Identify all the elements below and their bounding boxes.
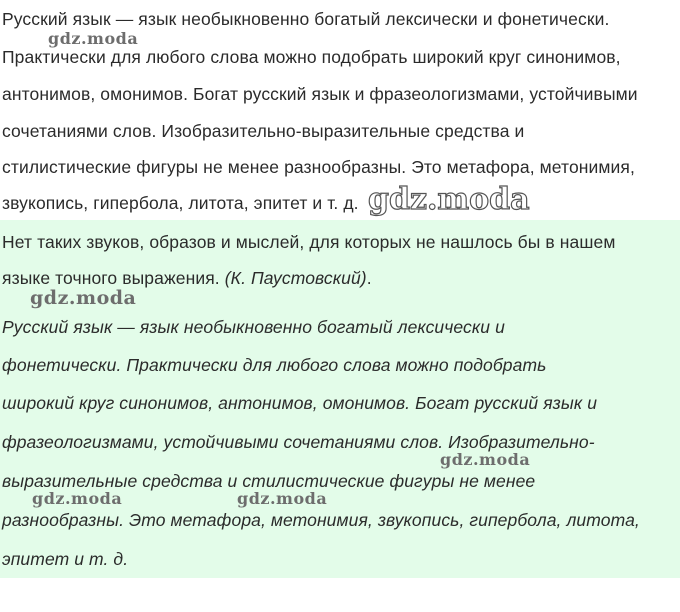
- text-line: Русский язык — язык необыкновенно богатый лексически и фонетически.: [2, 9, 610, 29]
- quote-line: Нет таких звуков, образов и мыслей, для которых не нашлось бы в нашем: [2, 232, 616, 252]
- watermark-logo: gdz.moda: [440, 450, 531, 469]
- text-line: сочетаниями слов. Изобразительно-выразительные средства и: [2, 121, 525, 141]
- italic-text-line: Русский язык — язык необыкновенно богатый лексически и: [2, 317, 505, 337]
- watermark-logo: gdz.moda: [30, 287, 137, 309]
- text-line: звукопись, гипербола, литота, эпитет и т. д.: [2, 193, 359, 213]
- text-line: стилистические фигуры не менее разнообразны. Это метафора, метонимия,: [2, 157, 635, 177]
- text-line: антонимов, омонимов. Богат русский язык и фразеологизмами, устойчивыми: [2, 84, 638, 104]
- watermark-logo: gdz.moda: [32, 489, 123, 508]
- quote-line: [2, 267, 372, 289]
- italic-text-line: разнообразны. Это метафора, метонимия, звукопись, гипербола, литота,: [2, 510, 640, 530]
- italic-text-line: выразительные средства и стилистические фигуры не менее: [2, 471, 536, 491]
- italic-text-line: фонетически. Практически для любого слова можно подобрать: [2, 355, 547, 375]
- watermark-logo: gdz.moda: [368, 182, 530, 217]
- watermark-logo: gdz.moda: [48, 29, 139, 48]
- highlighted-answer-block: [0, 220, 680, 578]
- italic-text-line: фразеологизмами, устойчивыми сочетаниями слов. Изобразительно-: [2, 432, 595, 452]
- quote-text: языке точного выражения.: [2, 268, 225, 288]
- quote-end: .: [366, 268, 372, 288]
- watermark-logo: gdz.moda: [237, 489, 328, 508]
- text-line: Практически для любого слова можно подобрать широкий круг синонимов,: [2, 47, 621, 67]
- italic-text-line: эпитет и т. д.: [2, 549, 129, 569]
- italic-text-line: широкий круг синонимов, антонимов, омонимов. Богат русский язык и: [2, 393, 598, 413]
- quote-attribution: (К. Паустовский): [224, 268, 367, 288]
